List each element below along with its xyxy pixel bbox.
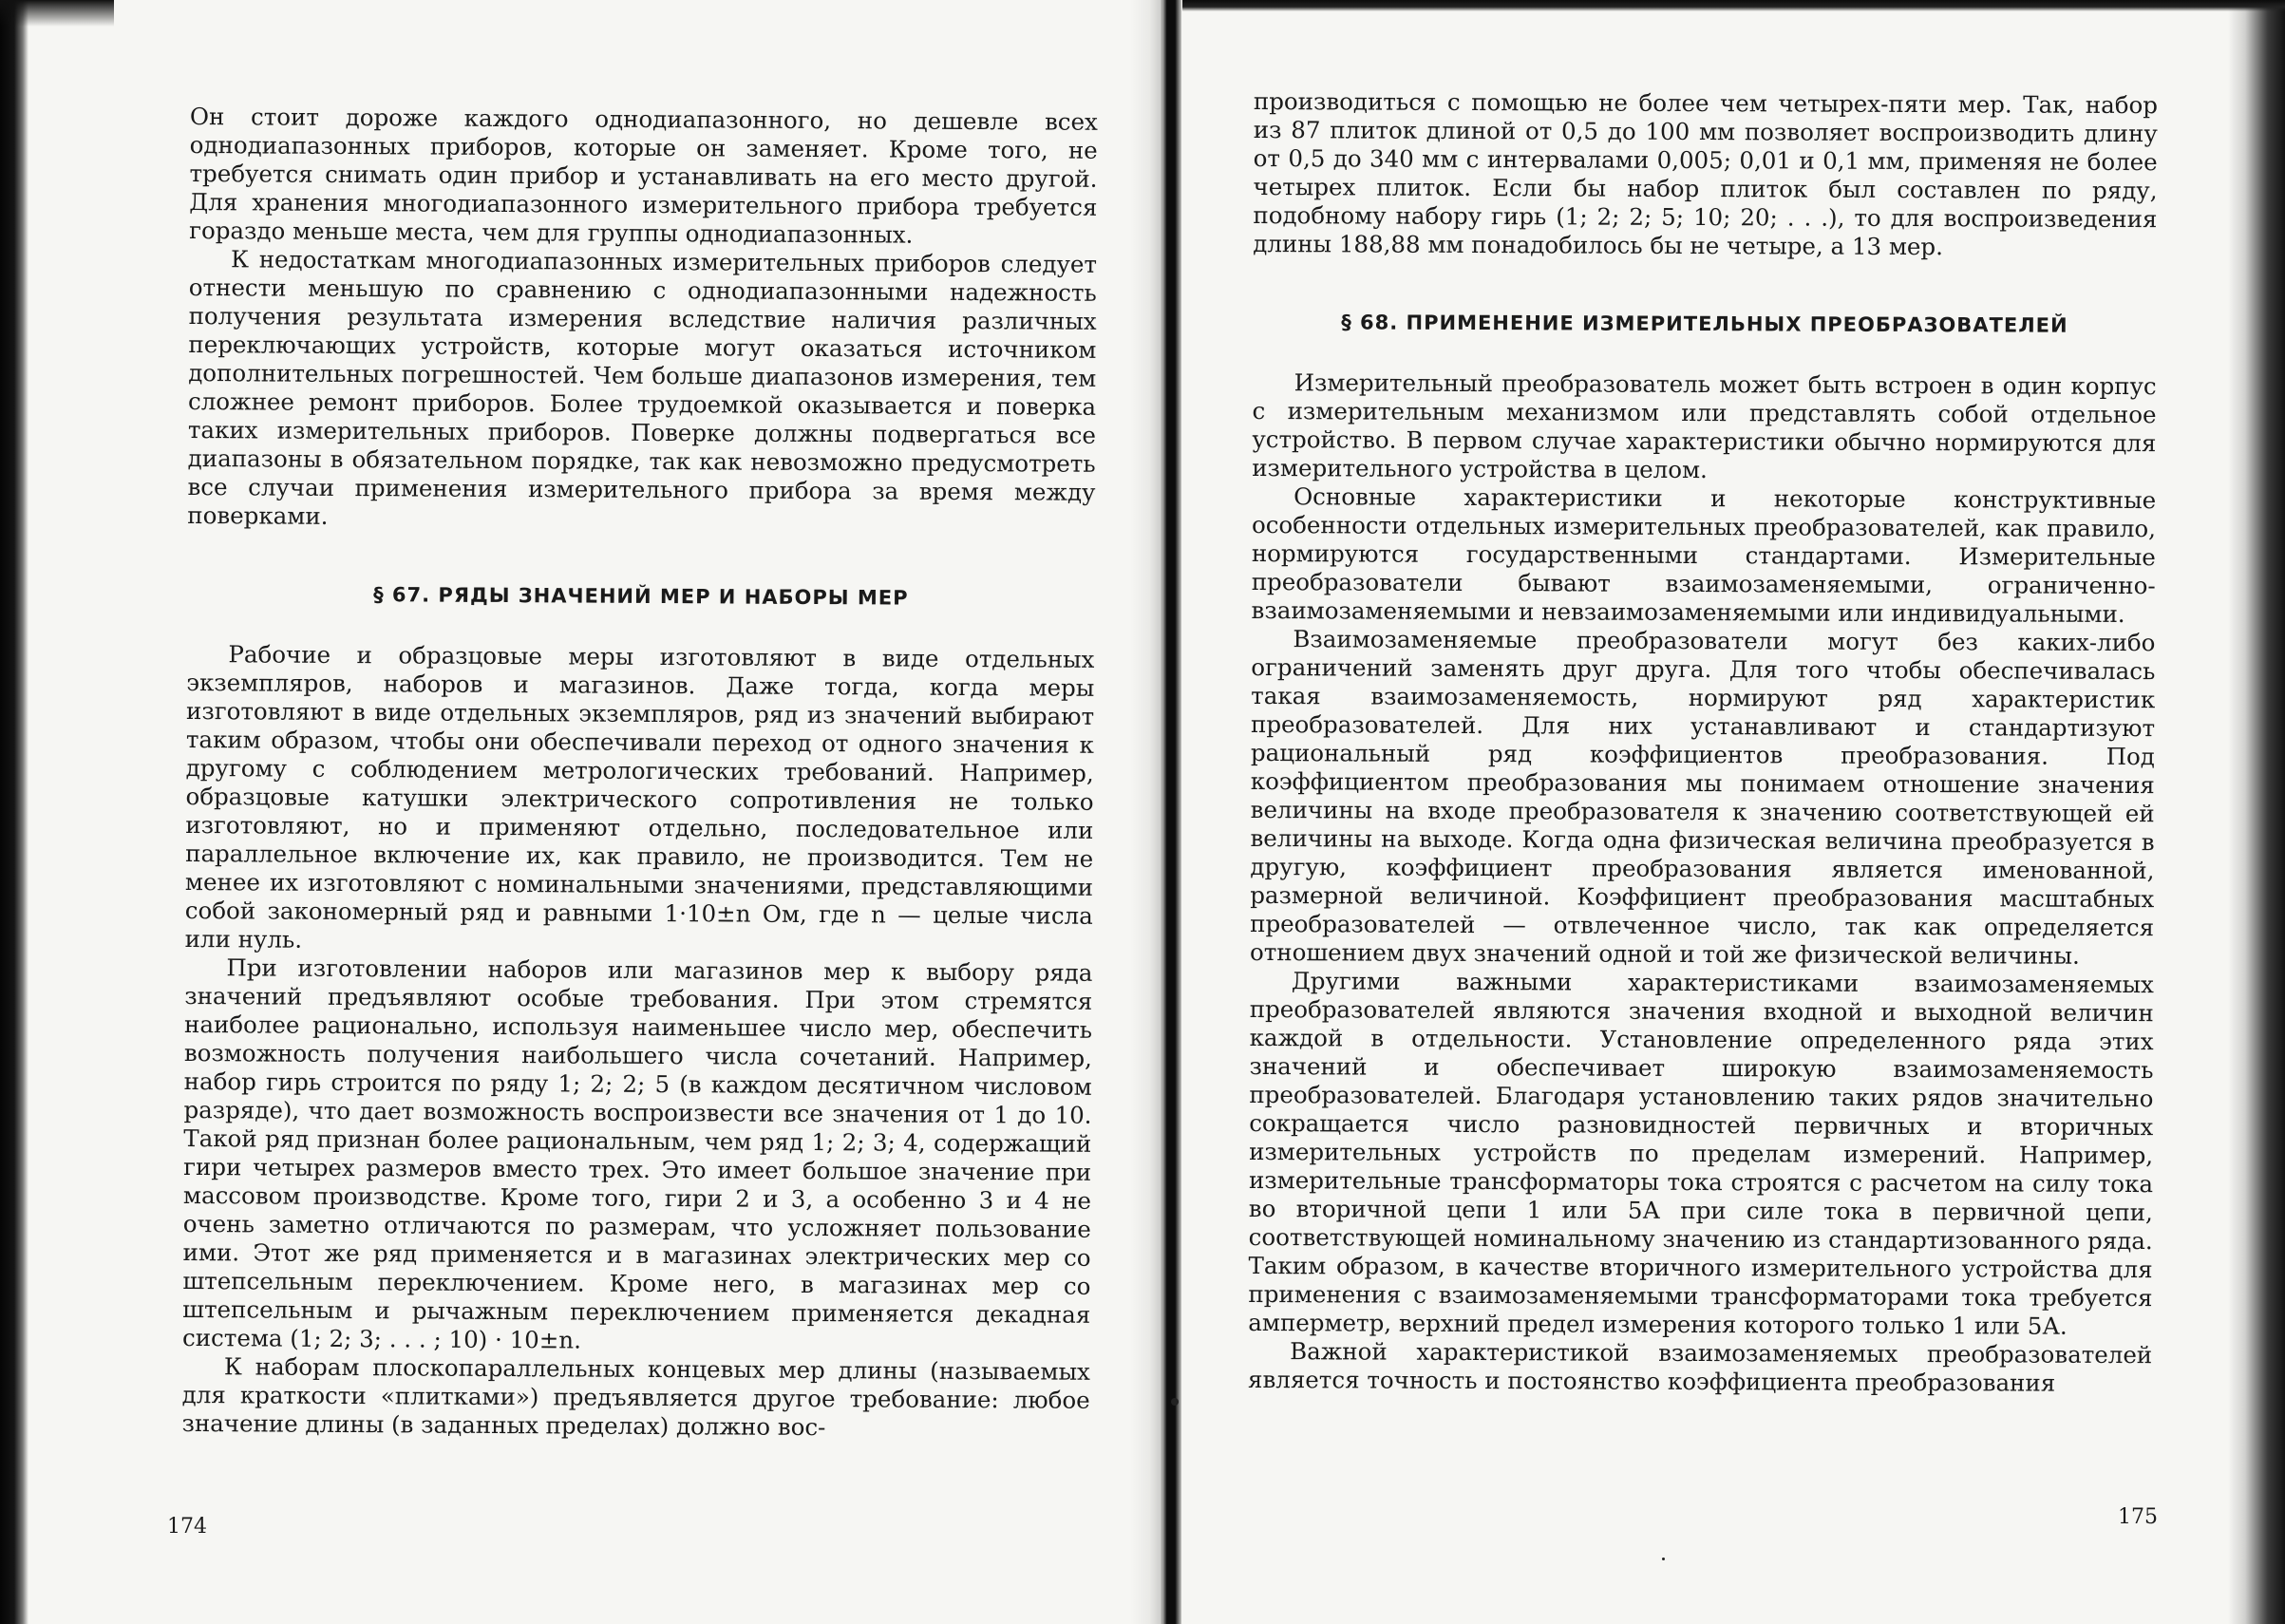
paragraph: Он стоит дороже каждого однодиапазонного, но дешевле всех однодиапазонных приборов, которые он заменяет. Кроме того, не требуется снимать один прибор и устанавливать на его место другой. Для хранения многодиапазонного измерительного прибора требуется гораздо меньше места, чем для группы однодиапазонных. bbox=[189, 103, 1098, 249]
scan-speck bbox=[1662, 1558, 1665, 1560]
paragraph: К недостаткам многодиапазонных измерительных приборов следует отнести меньшую по сравнению с однодиапазонными надежность получения результата измерения вследствие наличия различных переключающих устройств, которые могут оказаться источником дополнительных погрешностей. Чем больше диапазонов измерения, тем сложнее ремонт приборов. Более трудоемкой оказывается и поверка таких измерительных приборов. Поверке должны подвергаться все диапазоны в обязательном порядке, так как невозможно предусмотреть все случаи применения измерительного прибора за время между поверками. bbox=[187, 245, 1098, 530]
gutter-shadow bbox=[1130, 0, 1162, 1624]
paragraph: К наборам плоскопараллельных концевых мер длины (называемых для краткости «плитками») предъявляется другое требование: любое значение длины (в заданных пределах) должно вос- bbox=[181, 1352, 1090, 1442]
paragraph: При изготовлении наборов или магазинов мер к выбору ряда значений предъявляют особые требования. При этом стремятся наиболее рационально, используя наименьшее число мер, обеспечить возможность получения наибольшего числа сочетаний. Например, набор гирь строится по ряду 1; 2; 2; 5 (в каждом десятичном числовом разряде), что дает возможность воспроизвести все значения от 1 до 10. Такой ряд признан более рациональным, чем ряд 1; 2; 3; 4, содержащий гири четырех размеров вместо трех. Это имеет большое значение при массовом производстве. Кроме того, гири 2 и 3, а особенно 3 и 4 не очень заметно отличаются по размерам, что усложняет пользование ими. Этот же ряд применяется и в магазинах электрических мер со штепсельным переключением. Кроме него, в магазинах мер со штепсельным и рычажным переключением применяется декадная система (1; 2; 3; . . . ; 10) · 10±n. bbox=[181, 954, 1093, 1354]
left-page bbox=[181, 103, 1098, 1444]
right-page bbox=[1248, 87, 2158, 1398]
paragraph: Важной характеристикой взаимозаменяемых преобразователей является точность и постоянство коэффициента преобразования bbox=[1248, 1337, 2153, 1397]
scan-edge-right bbox=[2228, 0, 2285, 1624]
paragraph: производиться с помощью не более чем четырех-пяти мер. Так, набор из 87 плиток длиной от 0,5 до 100 мм позволяет воспроизводить длину от 0,5 до 340 мм с интервалами 0,005; 0,01 и 0,1 мм, применяя не более четырех плиток. Если бы набор плиток был составлен по ряду, подобному набору гирь (1; 2; 2; 5; 10; 20; . . .), то для воспроизведения длины 188,88 мм понадобилось бы не четыре, а 13 мер. bbox=[1253, 87, 2158, 261]
paragraph: Измерительный преобразователь может быть встроен в один корпус с измерительным механизмом или представлять собой отдельное устройство. В первом случае характеристики обычно нормируются для измерительного устройства в целом. bbox=[1252, 368, 2157, 484]
scan-speck bbox=[1171, 1398, 1179, 1406]
paragraph: Рабочие и образцовые меры изготовляют в виде отдельных экземпляров, наборов и магазинов. Даже тогда, когда меры изготовляют в виде отдельных экземпляров, ряд из значений выбирают таким образом, чтобы они обеспечивали переход от одного значения к другому с соблюдением метрологических требований. Например, образцовые катушки электрического сопротивления не только изготовляют, но и применяют отдельно, последовательное или параллельное включение их, как правило, не производится. Тем не менее их изготовляют с номинальными значениями, представляющими собой закономерный ряд и равными 1·10±n Ом, где n — целые числа или нуль. bbox=[184, 640, 1095, 954]
section-heading: § 67. РЯДЫ ЗНАЧЕНИЙ МЕР И НАБОРЫ МЕР bbox=[373, 583, 909, 610]
book-gutter bbox=[1161, 0, 1181, 1624]
section-heading: § 68. ПРИМЕНЕНИЕ ИЗМЕРИТЕЛЬНЫХ ПРЕОБРАЗОВАТЕЛЕЙ bbox=[1341, 311, 2068, 337]
paragraph: Взаимозаменяемые преобразователи могут без каких-либо ограничений заменять друг друга. Для того чтобы обеспечивалась такая взаимозаменяемость, нормируют ряд характеристик преобразователей. Для них устанавливают и стандартизуют рациональный ряд коэффициентов преобразования. Под коэффициентом преобразования мы понимаем отношение значения величины на входе преобразователя к значению соответствующей ей величины на выходе. Когда одна физическая величина преобразуется в другую, коэффициент преобразования является именованной, размерной величиной. Коэффициент преобразования масштабных преобразователей — отвлеченное число, так как определяется отношением двух значений одной и той же физической величины. bbox=[1249, 625, 2156, 970]
page-number: 175 bbox=[2118, 1505, 2158, 1529]
paragraph: Другими важными характеристиками взаимозаменяемых преобразователей являются значения входной и выходной величин каждой в отдельности. Установление определенного ряда этих значений и обеспечивает широкую взаимозаменяемость преобразователей. Благодаря установлению таких рядов значительно сокращается число разновидностей первичных и вторичных измерительных устройств по пределам измерений. Например, измерительные трансформаторы тока строятся с расчетом на силу тока во вторичной цепи 1 или 5А при силе тока в первичной цепи, соответствующей номинальному значению из стандартизованного ряда. Таким образом, в качестве вторичного измерительного устройства для применения с взаимозаменяемыми трансформаторами тока требуется амперметр, верхний предел измерения которого только 1 или 5А. bbox=[1248, 967, 2154, 1340]
scan-edge-top bbox=[1182, 0, 2285, 11]
scan-edge-left bbox=[0, 0, 28, 1624]
page-number: 174 bbox=[167, 1515, 207, 1539]
paragraph: Основные характеристики и некоторые конструктивные особенности отдельных измерительных преобразователей, как правило, нормируются государственными стандартами. Измерительные преобразователи бывают взаимозаменяемыми, ограниченно-взаимозаменяемыми и невзаимозаменяемыми или индивидуальными. bbox=[1251, 482, 2157, 629]
scan-edge-left-top bbox=[0, 0, 114, 27]
